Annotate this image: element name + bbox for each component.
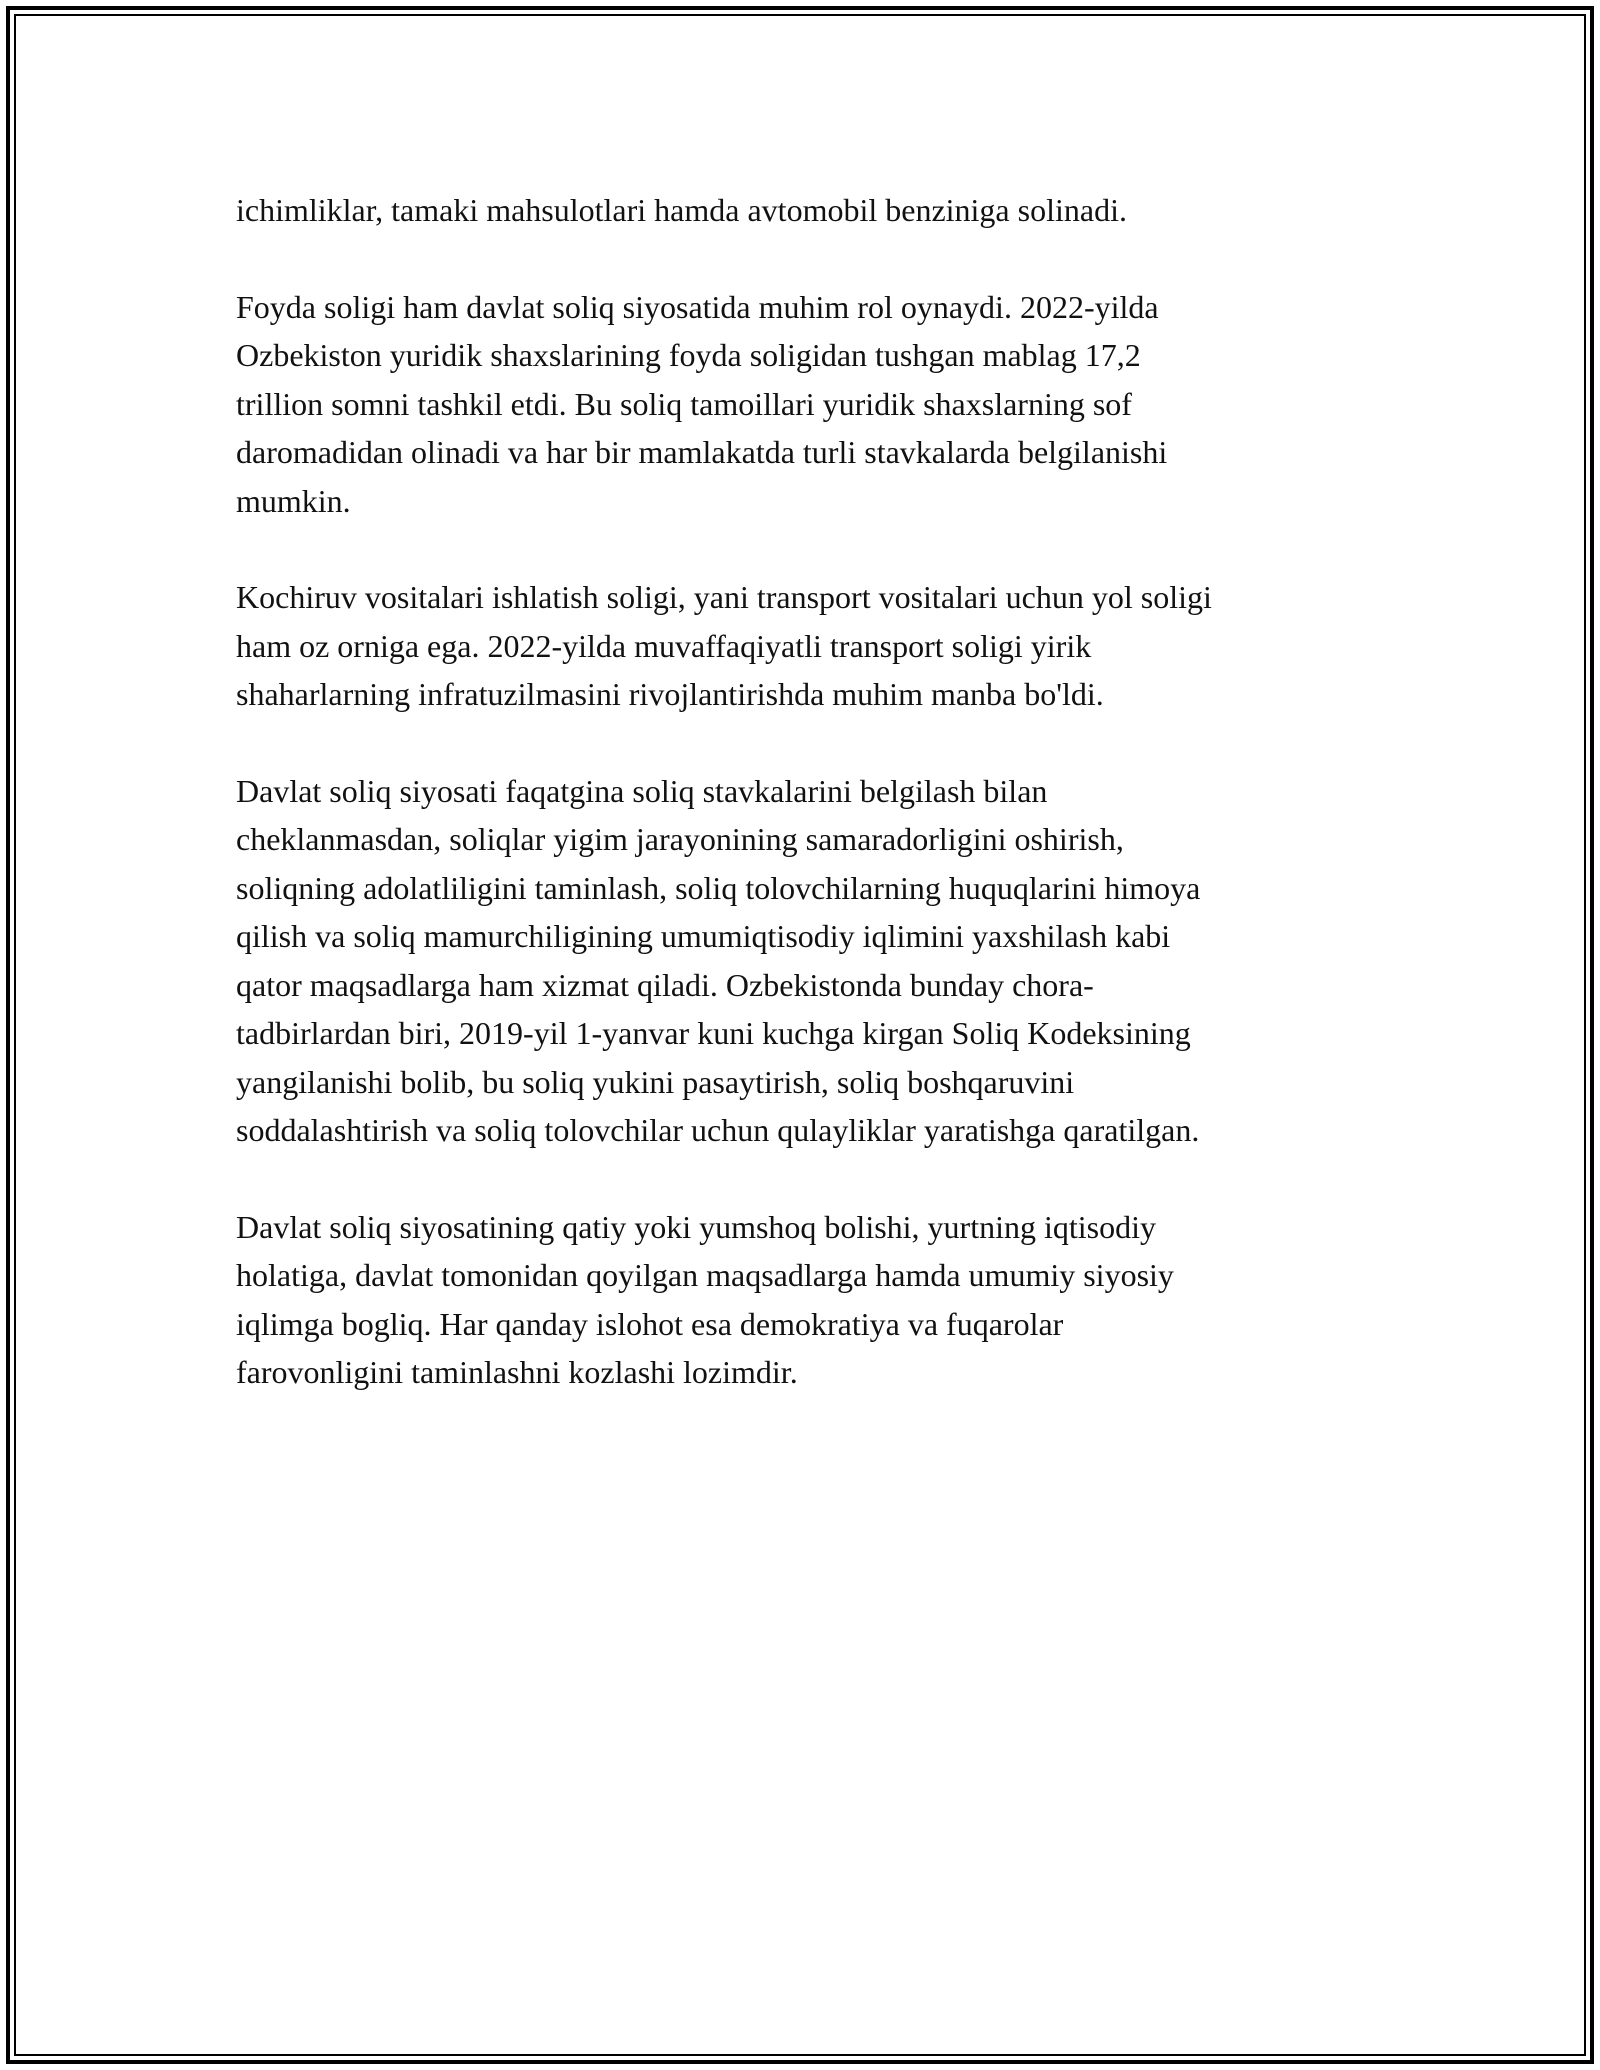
document-body bbox=[236, 186, 1366, 1445]
text-line: ham oz orniga ega. 2022-yilda muvaffaqiyatli transport soligi yirik bbox=[236, 627, 1092, 664]
text-line: qator maqsadlarga ham xizmat qiladi. Ozbekistonda bunday chora- bbox=[236, 966, 1094, 1003]
text-line: qilish va soliq mamurchiligining umumiqtisodiy iqlimini yaxshilash kabi bbox=[236, 918, 1171, 954]
text-line: holatiga, davlat tomonidan qoyilgan maqsadlarga hamda umumiy siyosiy bbox=[236, 1257, 1174, 1293]
text-line: soddalashtirish va soliq tolovchilar uchun qulayliklar yaratishga qaratilgan. bbox=[236, 1112, 1200, 1148]
text-line: Ozbekiston yuridik shaxslarining foyda soligidan tushgan mablag 17,2 bbox=[236, 337, 1141, 373]
text-line: daromadidan olinadi va har bir mamlakatda turli stavkalarda belgilanishi bbox=[236, 434, 1168, 470]
text-line: cheklanmasdan, soliqlar yigim jarayonining samaradorligini oshirish, bbox=[236, 821, 1124, 857]
paragraph-3 bbox=[236, 573, 1366, 719]
text-line: Davlat soliq siyosatining qatiy yoki yumshoq bolishi, yurtning iqtisodiy bbox=[236, 1208, 1156, 1245]
text-line: shaharlarning infratuzilmasini rivojlantirishda muhim manba bo'ldi. bbox=[236, 676, 1104, 712]
paragraph-1 bbox=[236, 186, 1366, 235]
text-line: Foyda soligi ham davlat soliq siyosatida muhim rol oynaydi. 2022-yilda bbox=[236, 288, 1159, 325]
paragraph-4 bbox=[236, 767, 1366, 1155]
text-line: tadbirlardan biri, 2019-yil 1-yanvar kuni kuchga kirgan Soliq Kodeksining bbox=[236, 1015, 1191, 1051]
text-line: mumkin. bbox=[236, 482, 351, 519]
text-line: Kochiruv vositalari ishlatish soligi, yani transport vositalari uchun yol soligi bbox=[236, 579, 1212, 615]
text-line: farovonligini taminlashni kozlashi lozimdir. bbox=[236, 1354, 798, 1390]
text-line: trillion somni tashkil etdi. Bu soliq tamoillari yuridik shaxslarning sof bbox=[236, 385, 1132, 422]
text-line: ichimliklar, tamaki mahsulotlari hamda avtomobil benziniga solinadi. bbox=[236, 192, 1127, 228]
text-line: soliqning adolatliligini taminlash, soliq tolovchilarning huquqlarini himoya bbox=[236, 869, 1201, 906]
paragraph-5 bbox=[236, 1203, 1366, 1397]
text-line: yangilanishi bolib, bu soliq yukini pasaytirish, soliq boshqaruvini bbox=[236, 1063, 1075, 1100]
text-line: iqlimga bogliq. Har qanday islohot esa demokratiya va fuqarolar bbox=[236, 1305, 1064, 1342]
text-line: Davlat soliq siyosati faqatgina soliq stavkalarini belgilash bilan bbox=[236, 772, 1048, 809]
paragraph-2 bbox=[236, 283, 1366, 526]
